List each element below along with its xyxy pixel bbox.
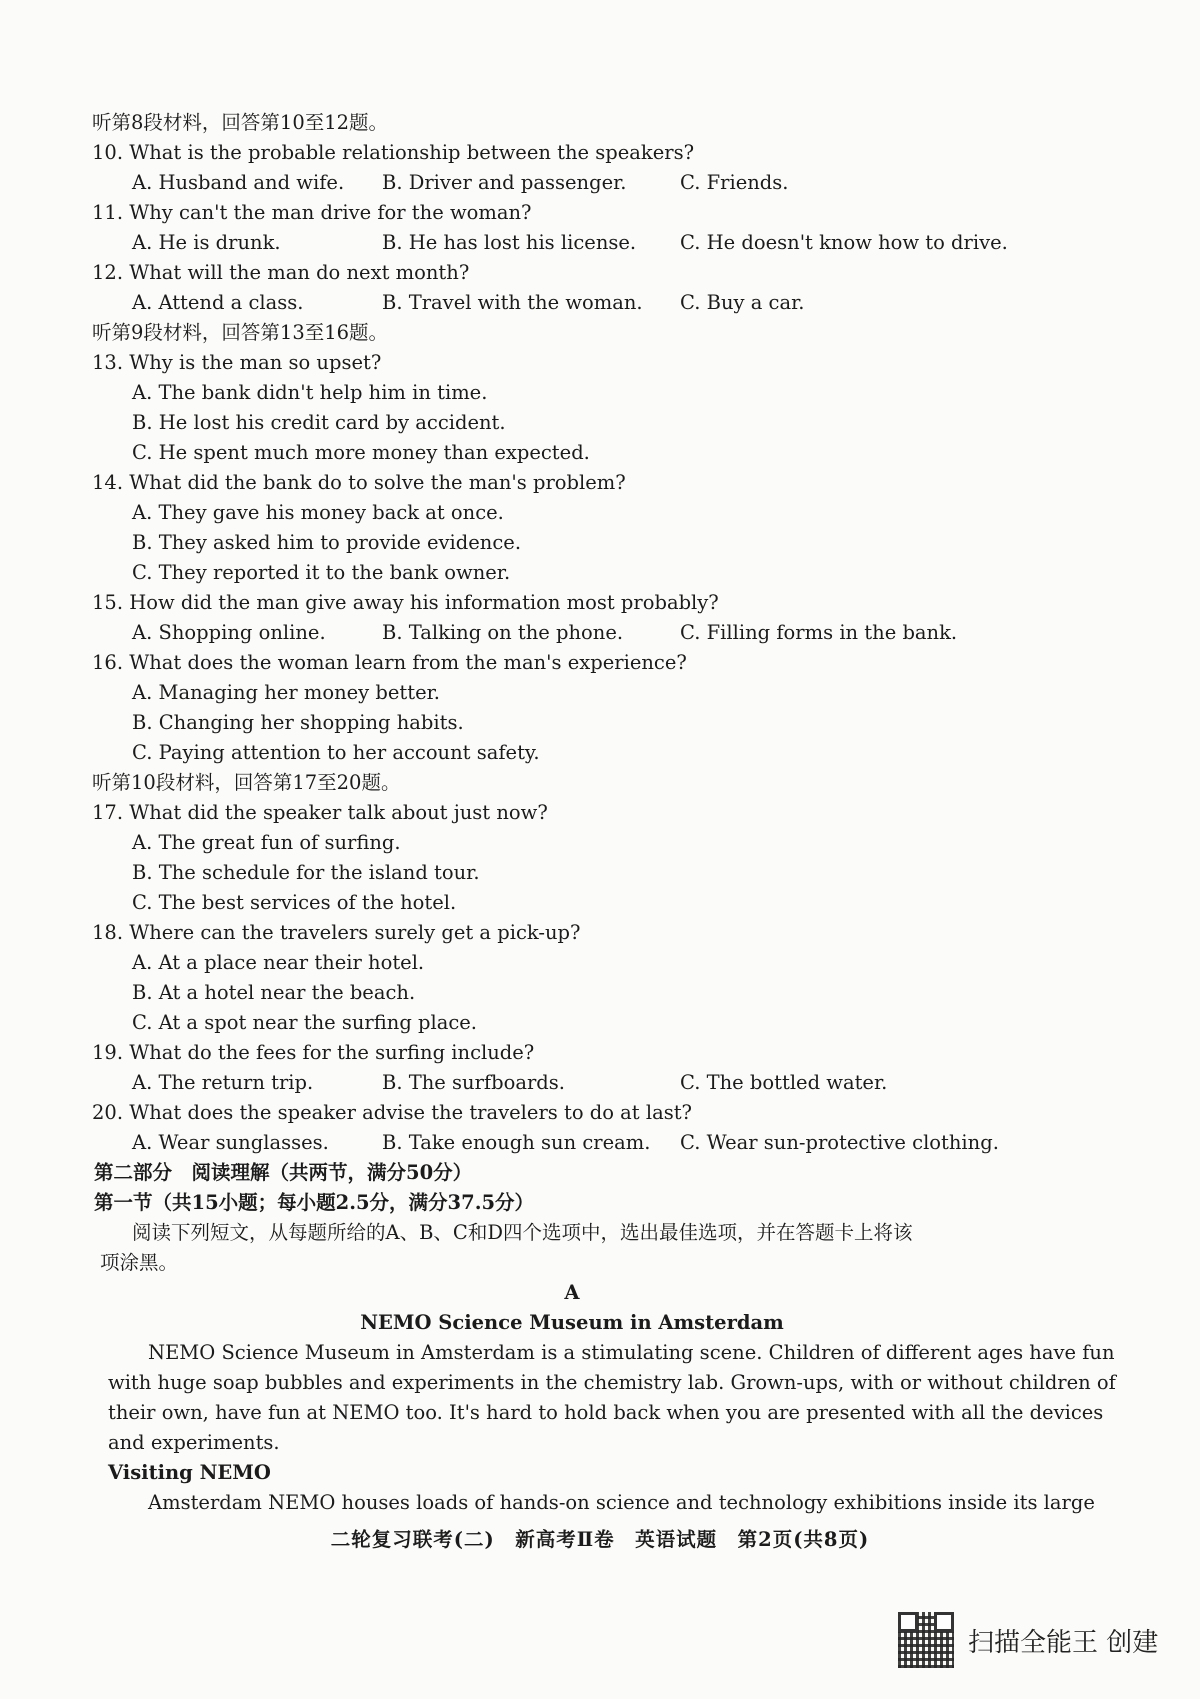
question-stem: 15. How did the man give away his information most probably? xyxy=(92,591,719,614)
listening-instruction: 听第8段材料，回答第10至12题。 xyxy=(92,111,389,134)
passage-title: NEMO Science Museum in Amsterdam xyxy=(360,1311,784,1334)
option-a: A. He is drunk. xyxy=(132,231,281,254)
question-stem: 19. What do the fees for the surfing include? xyxy=(92,1041,535,1064)
instruction-line-1: 阅读下列短文，从每题所给的A、B、C和D四个选项中，选出最佳选项，并在答题卡上将该 xyxy=(132,1221,913,1244)
qr-code-icon xyxy=(898,1612,954,1668)
part2-heading: 第二部分 阅读理解（共两节，满分50分） xyxy=(94,1161,473,1184)
option-line: A. The bank didn't help him in time. xyxy=(132,381,488,404)
options-row xyxy=(92,168,1052,198)
option-a: A. Wear sunglasses. xyxy=(132,1131,329,1154)
para1-line: with huge soap bubbles and experiments in the chemistry lab. Grown-ups, with or without children of xyxy=(108,1371,1116,1394)
option-line: B. They asked him to provide evidence. xyxy=(132,531,522,554)
question-stem: 17. What did the speaker talk about just now? xyxy=(92,801,548,824)
scanner-watermark xyxy=(898,1610,1168,1670)
option-b: B. Take enough sun cream. xyxy=(382,1131,651,1154)
listening-instruction: 听第10段材料，回答第17至20题。 xyxy=(92,771,401,794)
option-line: C. He spent much more money than expected. xyxy=(132,441,590,464)
option-line: A. The great fun of surfing. xyxy=(132,831,401,854)
option-line: C. At a spot near the surfing place. xyxy=(132,1011,478,1034)
option-a: A. The return trip. xyxy=(132,1071,314,1094)
options-row xyxy=(92,1128,1052,1158)
option-a: A. Shopping online. xyxy=(132,621,326,644)
options-row xyxy=(92,1068,1052,1098)
option-b: B. Driver and passenger. xyxy=(382,171,627,194)
option-line: C. They reported it to the bank owner. xyxy=(132,561,511,584)
option-b: B. Travel with the woman. xyxy=(382,291,643,314)
option-b: B. The surfboards. xyxy=(382,1071,565,1094)
option-a: A. Attend a class. xyxy=(132,291,304,314)
question-stem: 14. What did the bank do to solve the man's problem? xyxy=(92,471,626,494)
options-row xyxy=(92,228,1052,258)
option-line: C. The best services of the hotel. xyxy=(132,891,457,914)
listening-section xyxy=(92,108,1052,1158)
question-stem: 20. What does the speaker advise the travelers to do at last? xyxy=(92,1101,693,1124)
option-b: B. Talking on the phone. xyxy=(382,621,624,644)
exam-content xyxy=(92,108,1116,1518)
question-stem: 16. What does the woman learn from the man's experience? xyxy=(92,651,687,674)
para1-line: and experiments. xyxy=(108,1431,280,1454)
option-line: A. Managing her money better. xyxy=(132,681,440,704)
question-stem: 18. Where can the travelers surely get a pick-up? xyxy=(92,921,581,944)
passage-paragraph-1 xyxy=(92,1338,1116,1458)
question-stem: 11. Why can't the man drive for the woman? xyxy=(92,201,532,224)
option-line: C. Paying attention to her account safety. xyxy=(132,741,540,764)
question-stem: 12. What will the man do next month? xyxy=(92,261,470,284)
para1-line: their own, have fun at NEMO too. It's hard to hold back when you are presented with all the devices xyxy=(108,1401,1104,1424)
option-c: C. Buy a car. xyxy=(680,291,805,314)
page-footer: 二轮复习联考(二) 新高考Ⅱ卷 英语试题 第2页(共8页) xyxy=(330,1528,870,1551)
option-a: A. Husband and wife. xyxy=(132,171,345,194)
option-line: A. They gave his money back at once. xyxy=(132,501,504,524)
passage-paragraph-2 xyxy=(92,1488,1095,1518)
option-c: C. He doesn't know how to drive. xyxy=(680,231,1008,254)
option-c: C. Wear sun-protective clothing. xyxy=(680,1131,999,1154)
listening-instruction: 听第9段材料，回答第13至16题。 xyxy=(92,321,389,344)
option-line: B. At a hotel near the beach. xyxy=(132,981,416,1004)
question-stem: 13. Why is the man so upset? xyxy=(92,351,382,374)
options-row xyxy=(92,618,1052,648)
scanner-watermark-text: 扫描全能王 创建 xyxy=(968,1627,1159,1658)
option-line: B. He lost his credit card by accident. xyxy=(132,411,506,434)
option-c: C. Friends. xyxy=(680,171,789,194)
option-line: B. The schedule for the island tour. xyxy=(132,861,480,884)
para2-line: Amsterdam NEMO houses loads of hands-on science and technology exhibitions inside its large xyxy=(148,1491,1095,1514)
instruction-line-2: 项涂黑。 xyxy=(100,1251,179,1274)
question-stem: 10. What is the probable relationship between the speakers? xyxy=(92,141,695,164)
subheading-visiting-nemo: Visiting NEMO xyxy=(108,1461,271,1484)
para1-line: NEMO Science Museum in Amsterdam is a stimulating scene. Children of different ages have fun xyxy=(148,1341,1115,1364)
option-line: A. At a place near their hotel. xyxy=(132,951,425,974)
option-b: B. He has lost his license. xyxy=(382,231,637,254)
options-row xyxy=(92,288,1052,318)
part2-section1: 第一节（共15小题；每小题2.5分，满分37.5分） xyxy=(94,1191,535,1214)
option-c: C. The bottled water. xyxy=(680,1071,888,1094)
passage-letter: A xyxy=(564,1281,580,1304)
option-c: C. Filling forms in the bank. xyxy=(680,621,958,644)
option-line: B. Changing her shopping habits. xyxy=(132,711,464,734)
